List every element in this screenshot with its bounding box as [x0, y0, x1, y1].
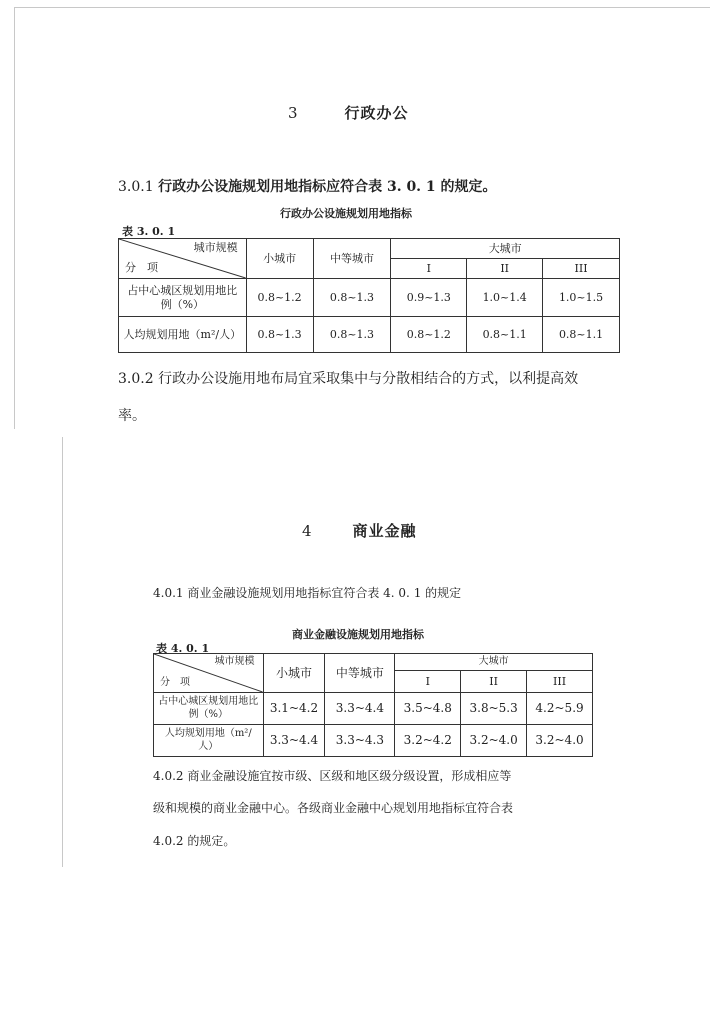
table-cell: 3.2~4.2 — [395, 725, 461, 757]
sub-header-1: I — [395, 671, 461, 693]
table-cell: 3.8~5.3 — [461, 693, 527, 725]
table-cell: 3.2~4.0 — [461, 725, 527, 757]
clause-4-0-1: 4.0.1 商业金融设施规划用地指标宜符合表 4. 0. 1 的规定 — [153, 586, 462, 600]
section4-heading — [302, 520, 417, 541]
table-cell: 3.2~4.0 — [527, 725, 593, 757]
corner-top-label: 城市规模 — [193, 241, 238, 254]
table-4-0-1-number: 表 4. 0. 1 — [156, 642, 210, 655]
col-header-large-city: 大城市 — [395, 654, 593, 671]
table-header-corner — [119, 239, 247, 279]
table-cell: 0.8~1.2 — [246, 279, 313, 317]
table-4-0-1-caption: 商业金融设施规划用地指标 — [292, 628, 424, 641]
table-row — [119, 317, 620, 353]
table-3-0-1-caption: 行政办公设施规划用地指标 — [280, 207, 412, 220]
col-header-medium-city: 中等城市 — [313, 239, 391, 279]
sub-header-2: II — [467, 259, 543, 279]
table-cell: 3.1~4.2 — [263, 693, 325, 725]
row-label: 占中心城区规划用地比例（%） — [154, 693, 264, 725]
section3-heading — [288, 102, 409, 123]
table-cell: 0.8~1.3 — [313, 279, 391, 317]
left-border-line-lower — [62, 437, 63, 867]
section3-title: 行政办公 — [344, 104, 409, 122]
table-4-0-1 — [153, 653, 593, 757]
clause-3-0-2-line2: 率。 — [118, 408, 146, 424]
col-header-large-city: 大城市 — [391, 239, 620, 259]
table-cell: 3.3~4.4 — [325, 693, 395, 725]
table-row — [154, 725, 593, 757]
clause-4-0-2-line3: 4.0.2 的规定。 — [153, 834, 236, 848]
sub-header-1: I — [391, 259, 467, 279]
table-cell: 1.0~1.5 — [543, 279, 620, 317]
clause-4-0-2-line2: 级和规模的商业金融中心。各级商业金融中心规划用地指标宜符合表 — [153, 801, 514, 815]
section3-number: 3 — [288, 104, 299, 122]
clause-3-0-1-number: 3.0.1 — [118, 179, 154, 195]
table-cell: 0.8~1.1 — [543, 317, 620, 353]
clause-3-0-1-text: 行政办公设施规划用地指标应符合表 3. 0. 1 的规定。 — [158, 179, 497, 195]
table-cell: 3.3~4.3 — [325, 725, 395, 757]
col-header-medium-city: 中等城市 — [325, 654, 395, 693]
table-cell: 1.0~1.4 — [467, 279, 543, 317]
table-cell: 0.8~1.1 — [467, 317, 543, 353]
table-cell: 3.5~4.8 — [395, 693, 461, 725]
section4-title: 商业金融 — [352, 522, 417, 540]
table-3-0-1 — [118, 238, 620, 353]
sub-header-2: II — [461, 671, 527, 693]
table-cell: 0.8~1.2 — [391, 317, 467, 353]
clause-3-0-2-line1: 3.0.2 行政办公设施用地布局宜采取集中与分散相结合的方式，以利提高效 — [118, 371, 579, 387]
row-label: 人均规划用地（m²/人） — [154, 725, 264, 757]
table-cell: 0.9~1.3 — [391, 279, 467, 317]
col-header-small-city: 小城市 — [246, 239, 313, 279]
table-cell: 3.3~4.4 — [263, 725, 325, 757]
sub-header-3: III — [543, 259, 620, 279]
clause-3-0-1 — [118, 176, 497, 196]
section4-number: 4 — [302, 522, 313, 540]
col-header-small-city: 小城市 — [263, 654, 325, 693]
clause-4-0-2-line1: 4.0.2 商业金融设施宜按市级、区级和地区级分级设置，形成相应等 — [153, 769, 512, 783]
table-cell: 4.2~5.9 — [527, 693, 593, 725]
row-label: 人均规划用地（m²/人） — [119, 317, 247, 353]
table-cell: 0.8~1.3 — [246, 317, 313, 353]
table-row — [119, 279, 620, 317]
table-3-0-1-number: 表 3. 0. 1 — [122, 225, 176, 238]
sub-header-3: III — [527, 671, 593, 693]
table-cell: 0.8~1.3 — [313, 317, 391, 353]
top-border-line — [14, 7, 710, 8]
corner-bottom-label: 分 项 — [125, 261, 158, 275]
corner-top-label: 城市规模 — [214, 656, 255, 667]
row-label: 占中心城区规划用地比例（%） — [119, 279, 247, 317]
left-border-line-upper — [14, 7, 15, 429]
table-row — [154, 693, 593, 725]
table-header-corner — [154, 654, 264, 693]
corner-bottom-label: 分 项 — [160, 676, 190, 688]
